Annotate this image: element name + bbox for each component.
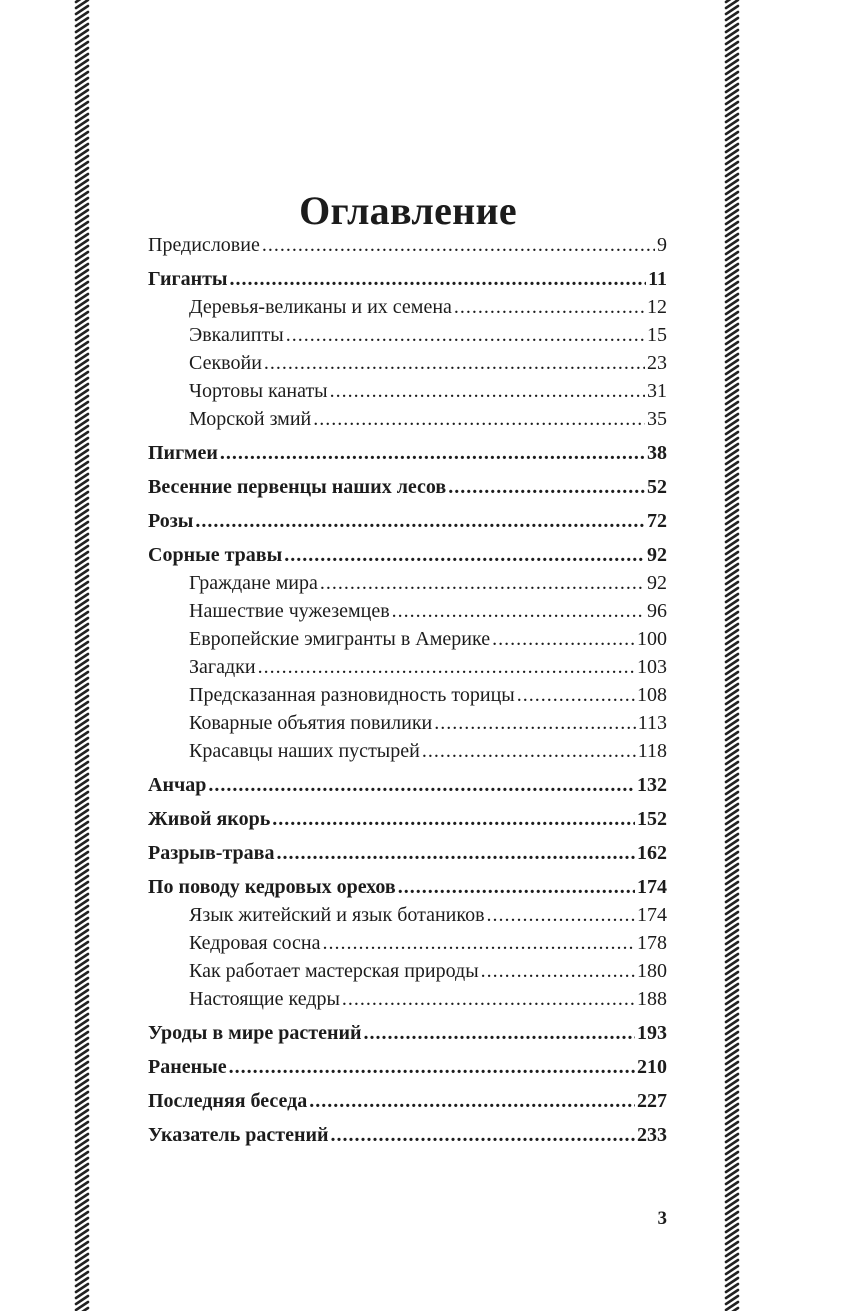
toc-entry-title: По поводу кедровых орехов [148, 876, 396, 898]
toc-entry-title: Анчар [148, 774, 207, 796]
toc-entry-page: 12 [647, 296, 667, 318]
toc-entry[interactable] [148, 985, 667, 1013]
toc-entry-title: Весенние первенцы наших лесов [148, 476, 447, 498]
toc-entry[interactable] [148, 653, 667, 681]
dot-leader [422, 737, 636, 765]
dot-leader [284, 541, 645, 569]
toc-entry-page: 103 [637, 656, 667, 678]
toc-entry[interactable] [148, 901, 667, 929]
dot-leader [331, 1121, 635, 1149]
toc-entry[interactable] [148, 709, 667, 737]
toc-entry[interactable] [148, 1053, 667, 1081]
toc-entry-page: 9 [657, 234, 667, 256]
toc-entry-title: Как работает мастерская природы [189, 960, 479, 982]
toc-entry[interactable] [148, 805, 667, 833]
toc-entry[interactable] [148, 231, 667, 259]
toc-entry-title: Красавцы наших пустырей [189, 740, 420, 762]
table-of-contents [148, 231, 667, 1149]
toc-entry[interactable] [148, 625, 667, 653]
toc-entry-page: 180 [637, 960, 667, 982]
dot-leader [392, 597, 645, 625]
dot-leader [322, 929, 635, 957]
toc-entry-title: Граждане мира [189, 572, 318, 594]
toc-entry-title: Живой якорь [148, 808, 271, 830]
toc-entry[interactable] [148, 737, 667, 765]
toc-entry-page: 38 [647, 442, 667, 464]
toc-entry-title: Сорные травы [148, 544, 283, 566]
dot-leader [487, 901, 635, 929]
dot-leader [286, 321, 645, 349]
dot-leader [517, 681, 635, 709]
toc-entry-title: Разрыв-трава [148, 842, 275, 864]
dot-leader [229, 1053, 635, 1081]
toc-entry-title: Загадки [189, 656, 256, 678]
toc-entry[interactable] [148, 265, 667, 293]
toc-entry-title: Коварные объятия повилики [189, 712, 433, 734]
toc-entry-page: 92 [647, 544, 667, 566]
dot-leader [309, 1087, 635, 1115]
dot-leader [313, 405, 645, 433]
page-title: Оглавление [299, 187, 517, 233]
toc-entry[interactable] [148, 507, 667, 535]
toc-entry-title: Язык житейский и язык ботаников [189, 904, 485, 926]
toc-entry-page: 132 [637, 774, 667, 796]
dot-leader [272, 805, 635, 833]
toc-entry-page: 188 [637, 988, 667, 1010]
toc-entry[interactable] [148, 1121, 667, 1149]
toc-entry-title: Розы [148, 510, 194, 532]
dot-leader [195, 507, 645, 535]
dot-leader [320, 569, 645, 597]
toc-entry[interactable] [148, 321, 667, 349]
toc-entry-title: Предсказанная разновидность торицы [189, 684, 515, 706]
toc-entry-title: Чортовы канаты [189, 380, 328, 402]
toc-entry-title: Предисловие [148, 234, 260, 256]
dot-leader [262, 231, 655, 259]
toc-entry-title: Кедровая сосна [189, 932, 321, 954]
toc-entry[interactable] [148, 1019, 667, 1047]
toc-entry-page: 23 [647, 352, 667, 374]
dot-leader [258, 653, 635, 681]
toc-entry-page: 100 [637, 628, 667, 650]
toc-entry[interactable] [148, 1087, 667, 1115]
dot-leader [448, 473, 645, 501]
toc-entry-title: Эвкалипты [189, 324, 284, 346]
toc-entry[interactable] [148, 439, 667, 467]
dot-leader [342, 985, 635, 1013]
toc-entry[interactable] [148, 405, 667, 433]
toc-entry-page: 52 [647, 476, 667, 498]
toc-entry-page: 72 [647, 510, 667, 532]
toc-entry[interactable] [148, 771, 667, 799]
toc-entry-page: 174 [637, 876, 667, 898]
toc-entry-page: 15 [647, 324, 667, 346]
toc-entry-page: 174 [637, 904, 667, 926]
toc-entry-page: 113 [637, 712, 667, 734]
toc-entry[interactable] [148, 541, 667, 569]
dot-leader [481, 957, 635, 985]
toc-entry[interactable] [148, 293, 667, 321]
dot-leader [264, 349, 645, 377]
toc-entry-page: 96 [647, 600, 667, 622]
toc-entry[interactable] [148, 929, 667, 957]
toc-entry-page: 162 [637, 842, 667, 864]
toc-entry[interactable] [148, 681, 667, 709]
toc-entry-page: 210 [637, 1056, 667, 1078]
page-number: 3 [657, 1208, 667, 1229]
toc-entry-page: 193 [637, 1022, 667, 1044]
dot-leader [434, 709, 636, 737]
toc-entry-title: Раненые [148, 1056, 227, 1078]
dot-leader [364, 1019, 635, 1047]
toc-entry-page: 11 [648, 268, 667, 290]
toc-entry-title: Указатель растений [148, 1124, 329, 1146]
dot-leader [398, 873, 635, 901]
toc-entry-title: Настоящие кедры [189, 988, 340, 1010]
toc-entry[interactable] [148, 349, 667, 377]
dot-leader [208, 771, 635, 799]
dot-leader [276, 839, 635, 867]
dot-leader [454, 293, 645, 321]
toc-entry[interactable] [148, 597, 667, 625]
toc-entry[interactable] [148, 569, 667, 597]
toc-entry-title: Деревья-великаны и их семена [189, 296, 452, 318]
toc-entry[interactable] [148, 839, 667, 867]
toc-entry[interactable] [148, 873, 667, 901]
toc-entry[interactable] [148, 957, 667, 985]
dot-leader [230, 265, 647, 293]
toc-entry-title: Уроды в мире растений [148, 1022, 362, 1044]
toc-entry-title: Последняя беседа [148, 1090, 308, 1112]
toc-entry-page: 108 [637, 684, 667, 706]
toc-entry[interactable] [148, 377, 667, 405]
toc-entry-page: 35 [647, 408, 667, 430]
toc-entry-title: Пигмеи [148, 442, 218, 464]
toc-entry-page: 227 [637, 1090, 667, 1112]
toc-entry[interactable] [148, 473, 667, 501]
toc-entry-page: 31 [647, 380, 667, 402]
toc-entry-page: 178 [637, 932, 667, 954]
dot-leader [492, 625, 635, 653]
dot-leader [220, 439, 645, 467]
dot-leader [330, 377, 645, 405]
toc-entry-page: 233 [637, 1124, 667, 1146]
toc-entry-title: Европейские эмигранты в Америке [189, 628, 491, 650]
toc-entry-title: Гиганты [148, 268, 228, 290]
toc-entry-title: Нашествие чужеземцев [189, 600, 390, 622]
toc-entry-page: 118 [637, 740, 667, 762]
toc-entry-title: Морской змий [189, 408, 312, 430]
toc-entry-page: 92 [647, 572, 667, 594]
toc-entry-title: Секвойи [189, 352, 262, 374]
toc-entry-page: 152 [637, 808, 667, 830]
